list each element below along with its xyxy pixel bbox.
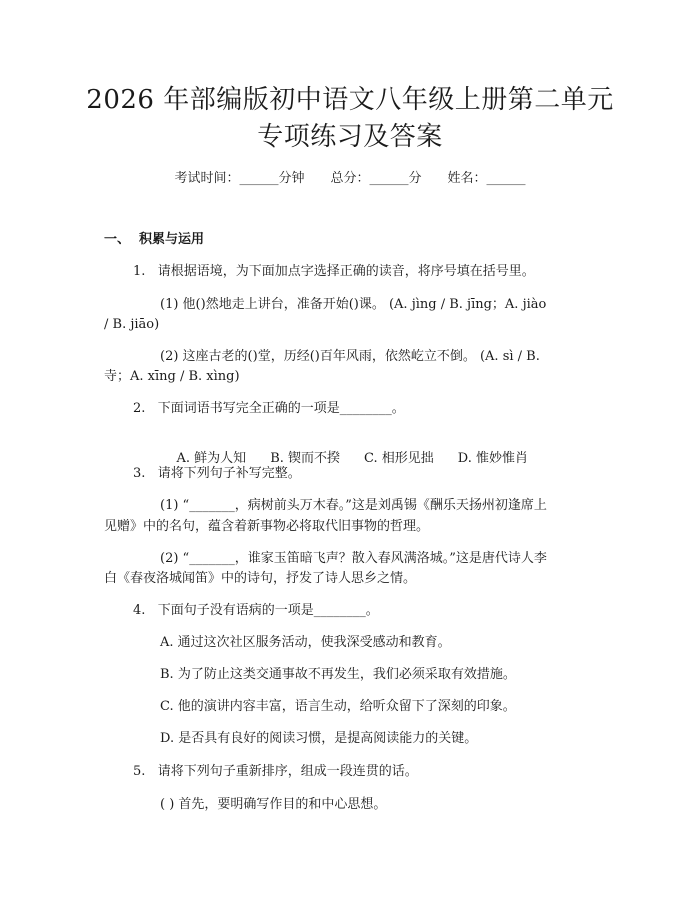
exam-info-row bbox=[0, 170, 700, 188]
document-title-line-2: 专项练习及答案 bbox=[257, 122, 443, 152]
question-5-item-1: ( ) 首先，要明确写作目的和中心思想。 bbox=[160, 797, 387, 812]
question-3-stem: 3. 请将下列句子补写完整。 bbox=[133, 466, 301, 481]
question-1-sub2-line2: 寺；A. xīng / B. xìng) bbox=[104, 369, 240, 384]
question-2-option-d: D. 惟妙惟肖 bbox=[457, 451, 528, 466]
student-name-field: 姓名：______ bbox=[447, 171, 526, 186]
question-2-option-a: A. 鲜为人知 bbox=[176, 451, 247, 466]
question-3-sub2-line2: 白《春夜洛城闻笛》中的诗句，抒发了诗人思乡之情。 bbox=[104, 571, 417, 586]
question-1-sub1-line2: / B. jiāo) bbox=[104, 317, 160, 332]
question-4-option-c: C. 他的演讲内容丰富，语言生动，给听众留下了深刻的印象。 bbox=[160, 699, 516, 714]
question-3-sub1-line1: (1) “_______，病树前头万木春。”这是刘禹锡《酬乐天扬州初逢席上 bbox=[160, 498, 547, 513]
question-4-stem: 4. 下面句子没有语病的一项是________。 bbox=[133, 603, 379, 618]
question-4-option-d: D. 是否具有良好的阅读习惯，是提高阅读能力的关键。 bbox=[160, 731, 478, 746]
question-2-stem: 2. 下面词语书写完全正确的一项是________。 bbox=[133, 401, 405, 416]
question-3-sub1-line2: 见赠》中的名句，蕴含着新事物必将取代旧事物的哲理。 bbox=[104, 519, 430, 534]
question-5-stem: 5. 请将下列句子重新排序，组成一段连贯的话。 bbox=[133, 764, 418, 779]
question-4-option-a: A. 通过这次社区服务活动，使我深受感动和教育。 bbox=[160, 635, 451, 650]
section-heading: 一、 积累与运用 bbox=[104, 232, 205, 247]
question-3-sub2-line1: (2) “_______，谁家玉笛暗飞声？散入春风满洛城。”这是唐代诗人李 bbox=[160, 551, 547, 566]
question-1-stem: 1. 请根据语境，为下面加点字选择正确的读音，将序号填在括号里。 bbox=[133, 264, 535, 279]
question-2-option-b: B. 锲而不揆 bbox=[270, 451, 341, 466]
question-2-option-c: C. 相形见拙 bbox=[364, 451, 434, 466]
total-score-field: 总分：______分 bbox=[330, 171, 422, 186]
question-4-option-b: B. 为了防止这类交通事故不再发生，我们必须采取有效措施。 bbox=[160, 667, 516, 682]
question-1-sub1-line1: (1) 他()然地走上讲台，准备开始()课。 (A. jìng / B. jīng；A. jiào bbox=[160, 297, 547, 312]
question-1-sub2-line1: (2) 这座古老的()堂，历经()百年风雨，依然屹立不倒。 (A. sì / B. bbox=[160, 349, 540, 364]
document-title-line-1: 2026 年部编版初中语文八年级上册第二单元 bbox=[86, 85, 614, 115]
exam-time-field: 考试时间：______分钟 bbox=[174, 171, 305, 186]
